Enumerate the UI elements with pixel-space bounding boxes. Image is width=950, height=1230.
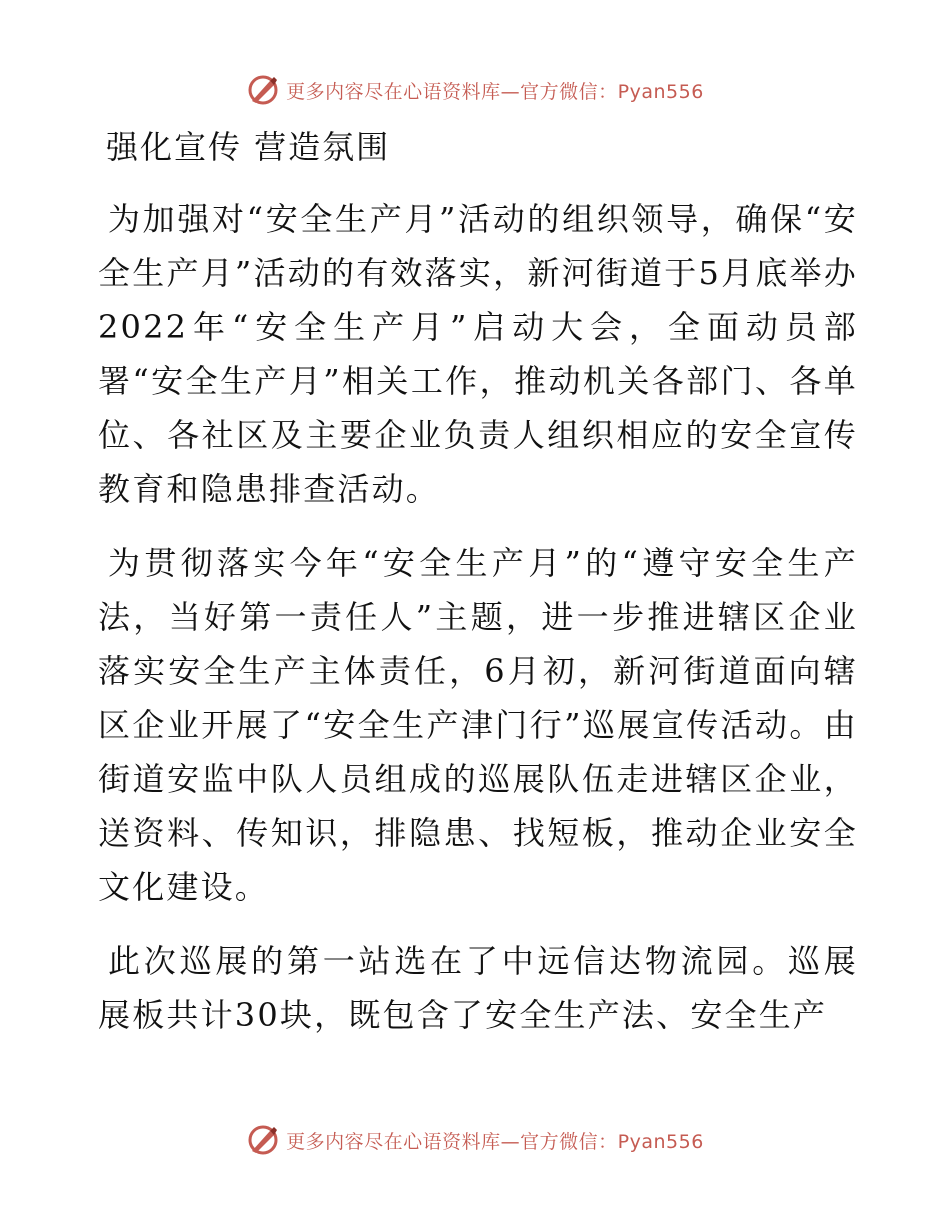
footer-watermark bbox=[0, 1120, 950, 1160]
paragraph: 此次巡展的第一站选在了中远信达物流园。巡展展板共计30块，既包含了安全生产法、安全生产 bbox=[98, 942, 858, 1034]
pen-logo-icon bbox=[246, 1123, 280, 1157]
watermark-text: 更多内容尽在心语资料库—官方微信：Pyan556 bbox=[286, 1130, 704, 1153]
document-body bbox=[98, 124, 858, 1062]
paragraph: 为加强对“安全生产月”活动的组织领导，确保“安全生产月”活动的有效落实，新河街道于5月底举办2022年“安全生产月”启动大会，全面动员部署“安全生产月”相关工作，推动机关各部门、各单位、各社区及主要企业负责人组织相应的安全宣传教育和隐患排查活动。 bbox=[98, 200, 858, 508]
header-watermark bbox=[0, 70, 950, 110]
paragraph: 为贯彻落实今年“安全生产月”的“遵守安全生产法，当好第一责任人”主题，进一步推进辖区企业落实安全生产主体责任，6月初，新河街道面向辖区企业开展了“安全生产津门行”巡展宣传活动。由街道安监中队人员组成的巡展队伍走进辖区企业，送资料、传知识，排隐患、找短板，推动企业安全文化建设。 bbox=[98, 544, 858, 906]
pen-logo-icon bbox=[246, 73, 280, 107]
section-heading: 强化宣传 营造氛围 bbox=[106, 128, 391, 166]
watermark-text: 更多内容尽在心语资料库—官方微信：Pyan556 bbox=[286, 80, 704, 103]
